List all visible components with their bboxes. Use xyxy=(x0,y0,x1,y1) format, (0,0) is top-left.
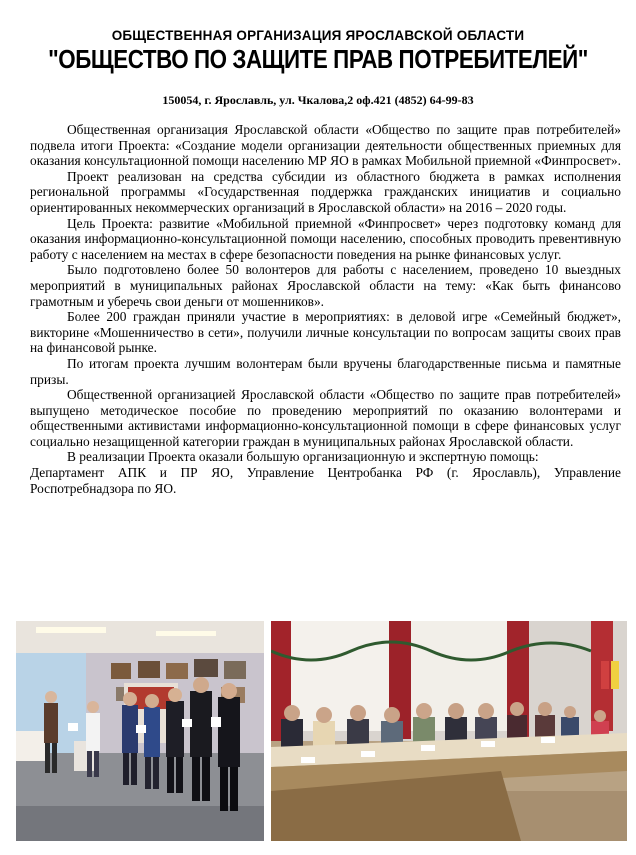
header-organization: ОБЩЕСТВЕННАЯ ОРГАНИЗАЦИЯ ЯРОСЛАВСКОЙ ОБЛАСТИ xyxy=(111,28,525,43)
photo-meeting-room xyxy=(271,621,627,841)
paragraph-help: В реализации Проекта оказали большую организационную и экспертную помощь: xyxy=(67,449,539,465)
paragraph-volunteers: Было подготовлено более 50 волонтеров для работы с населением, проведено 10 выездных мероприятий в муниципальных районах Ярославской области на тему: «Как быть финансово грамотным и уберечь свои деньги от мошенников». xyxy=(30,262,621,309)
body-text xyxy=(30,122,621,496)
header-title: "ОБЩЕСТВО ПО ЗАЩИТЕ ПРАВ ПОТРЕБИТЕЛЕЙ" xyxy=(48,44,588,74)
header-address: 150054, г. Ярославль, ул. Чкалова,2 оф.421 (4852) 64-99-83 xyxy=(162,93,474,107)
paragraph-participants: Более 200 граждан приняли участие в мероприятиях: в деловой игре «Семейный бюджет», викторине «Мошенничество в сети», получили личные консультации по вопросам защиты своих прав на финансовой рынке. xyxy=(30,309,621,356)
paragraph-manual: Общественной организацией Ярославской области «Общество по защите прав потребителей» выпущено методическое пособие по проведению мероприятий по оказанию волонтерами и общественными активистами информационно-консультационной помощи в сфере финансовых услуг социально незащищенной категории граждан в муниципальных районах Ярославской области. xyxy=(30,387,621,449)
paragraph-intro: Общественная организация Ярославской области «Общество по защите прав потребителей» подвела итоги Проекта: «Создание модели организации деятельности общественных приемных для оказания консультационной помощи населению МР ЯО в рамках Мобильной приемной «Финпросвет». xyxy=(30,122,621,169)
paragraph-awards: По итогам проекта лучшим волонтерам были вручены благодарственные письма и памятные призы. xyxy=(30,355,621,387)
paragraph-partners: Департамент АПК и ПР ЯО, Управление Центробанка РФ (г. Ярославль), Управление Роспотребнадзора по ЯО. xyxy=(30,465,621,496)
paragraph-funding: Проект реализован на средства субсидии из областного бюджета в рамках исполнения региональной программы «Государственная поддержка гражданских инициатив и социально ориентированных некоммерческих организаций в Ярославской области» на 2016 – 2020 годы. xyxy=(30,168,621,215)
paragraph-goal: Цель Проекта: развитие «Мобильной приемной «Финпросвет» через подготовку команд для оказания информационно-консультационной помощи населению, способных проводить превентивную работу с населением на местах в сфере безопасности поведения на рынке финансовых услуг. xyxy=(30,215,621,262)
photo-volunteers-presentation xyxy=(16,621,264,841)
